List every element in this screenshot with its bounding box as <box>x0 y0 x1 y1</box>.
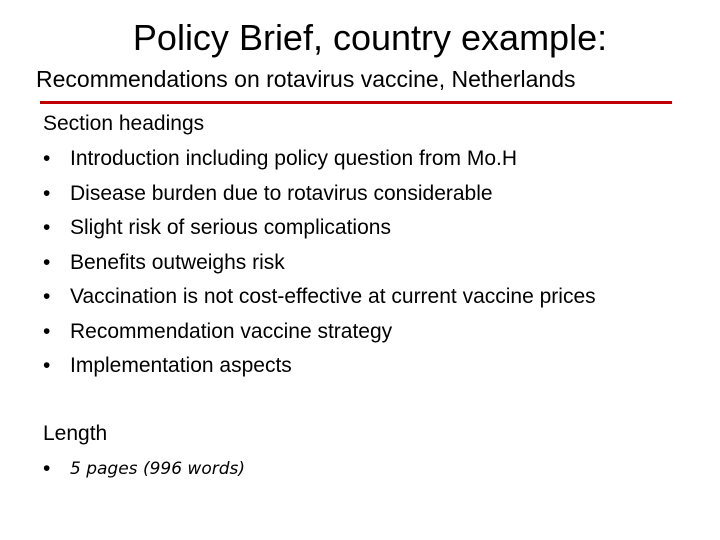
bullet-icon: • <box>43 457 51 480</box>
section-heading-item: Recommendation vaccine strategy <box>70 319 393 343</box>
bullet-icon: • <box>43 147 51 170</box>
section-heading-item: Slight risk of serious complications <box>70 216 391 239</box>
bullet-icon: • <box>43 354 51 377</box>
section-headings-label: Section headings <box>43 112 205 135</box>
bullet-icon: • <box>43 285 51 308</box>
length-value: 5 pages (996 words) <box>70 459 245 479</box>
section-heading-item: Benefits outweighs risk <box>70 250 285 274</box>
section-heading-item: Introduction including policy question from Mo.H <box>70 147 518 170</box>
section-heading-item: Vaccination is not cost-effective at current vaccine prices <box>70 285 596 308</box>
slide-subtitle: Recommendations on rotavirus vaccine, Netherlands <box>36 66 576 92</box>
bullet-icon: • <box>43 319 51 343</box>
slide-title: Policy Brief, country example: <box>132 17 608 58</box>
length-label: Length <box>43 422 108 445</box>
title-divider <box>40 101 672 104</box>
section-heading-item: Disease burden due to rotavirus considerable <box>70 181 493 205</box>
bullet-icon: • <box>43 181 51 205</box>
bullet-icon: • <box>43 250 51 274</box>
bullet-icon: • <box>43 216 51 239</box>
section-heading-item: Implementation aspects <box>70 354 292 377</box>
